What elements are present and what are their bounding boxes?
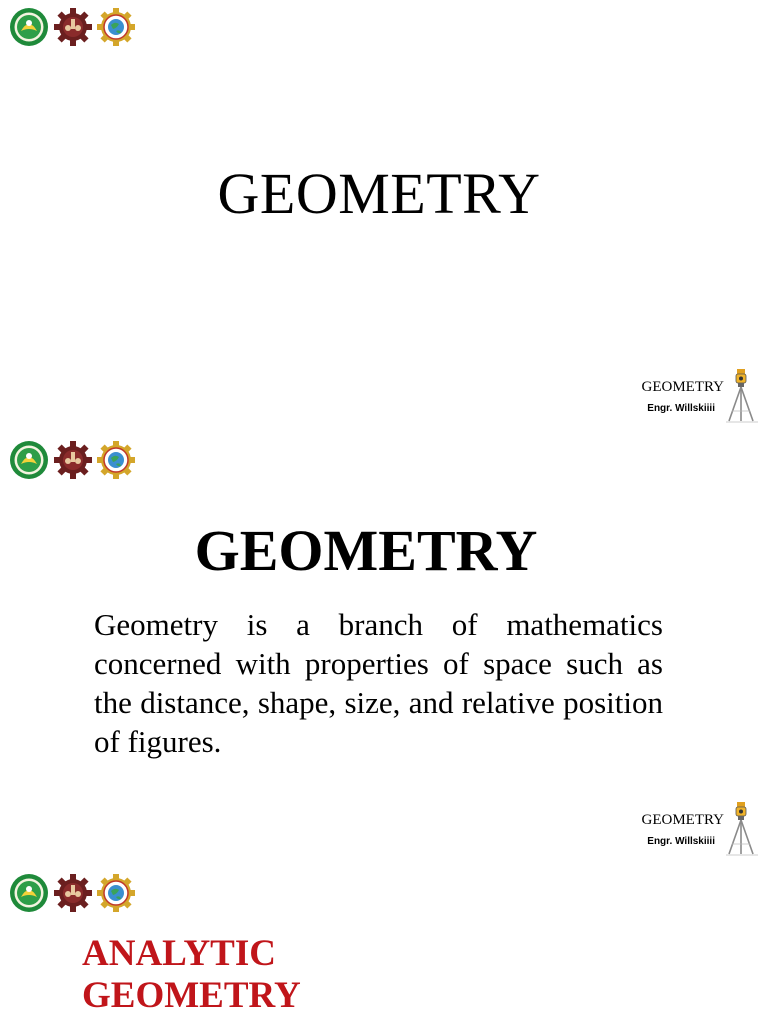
logo-group: [9, 7, 139, 47]
engineering-gear-icon: [53, 873, 93, 913]
title-line: GEOMETRY: [82, 975, 301, 1016]
title-line: ANALYTIC: [82, 933, 276, 974]
engineering-gear-icon: [53, 7, 93, 47]
footer-title: GEOMETRY: [641, 812, 724, 828]
slide-footer: [598, 800, 758, 858]
footer-author: Engr. Willskiiii: [647, 403, 715, 414]
surveying-tripod-icon: [726, 800, 758, 856]
slide-definition: [0, 433, 768, 866]
engineering-gear-icon: [53, 440, 93, 480]
university-seal-icon: [9, 440, 49, 480]
definition-paragraph: Geometry is a branch of mathematics concerned with properties of space such as the distance, shape, size, and relative position of figures.: [94, 607, 663, 759]
surveying-tripod-icon: [726, 367, 758, 423]
slide-footer: [598, 367, 758, 425]
logo-group: [9, 440, 139, 480]
globe-gear-seal-icon: [96, 440, 136, 480]
university-seal-icon: [9, 7, 49, 47]
globe-gear-seal-icon: [96, 873, 136, 913]
logo-group: [9, 873, 139, 913]
slide-title-text: GEOMETRY: [194, 518, 538, 583]
slide-title-text: GEOMETRY: [217, 161, 541, 226]
slide-title-text: [82, 933, 301, 1017]
globe-gear-seal-icon: [96, 7, 136, 47]
slide-analytic-geometry: [0, 866, 768, 1024]
footer-author: Engr. Willskiiii: [647, 836, 715, 847]
footer-title: GEOMETRY: [641, 379, 724, 395]
slide-title: [0, 0, 768, 433]
university-seal-icon: [9, 873, 49, 913]
